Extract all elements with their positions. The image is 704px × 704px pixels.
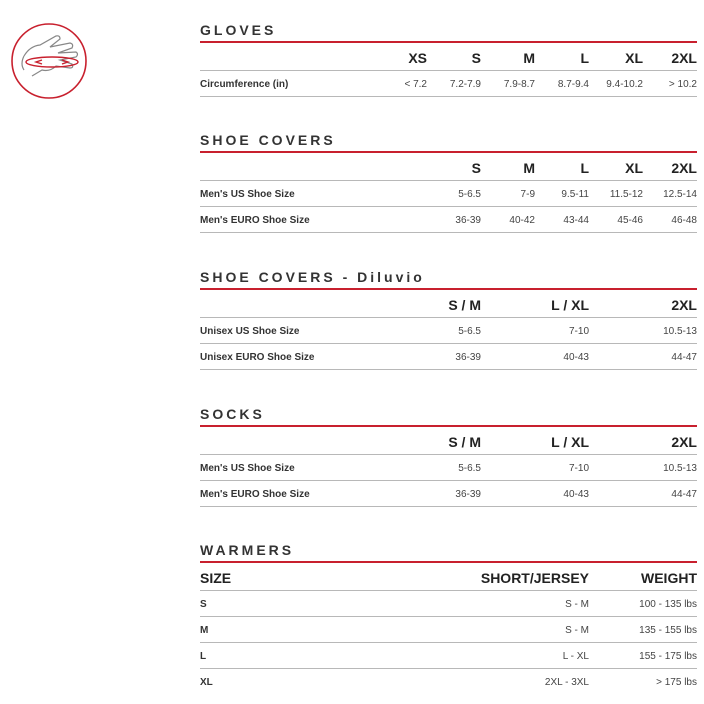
table-cell: 45-46 xyxy=(617,215,643,226)
row-label: Men's US Shoe Size xyxy=(200,189,295,200)
table-cell: 135 - 155 lbs xyxy=(639,625,697,636)
socks-title: SOCKS xyxy=(200,406,265,422)
column-header: XL xyxy=(625,50,643,66)
table-cell: 9.5-11 xyxy=(561,189,589,200)
table-row xyxy=(200,455,697,481)
warmers-section xyxy=(200,542,697,694)
row-label: Men's US Shoe Size xyxy=(200,463,295,474)
shoe-covers-title: SHOE COVERS xyxy=(200,132,336,148)
table-cell: > 10.2 xyxy=(668,79,697,90)
table-row xyxy=(200,181,697,207)
column-header: 2XL xyxy=(671,297,697,313)
column-header: S xyxy=(471,50,481,66)
table-cell: 40-43 xyxy=(563,489,589,500)
table-cell: 46-48 xyxy=(671,215,697,226)
table-cell: 10.5-13 xyxy=(663,463,697,474)
column-header: M xyxy=(523,50,535,66)
table-row xyxy=(200,344,697,370)
column-header: 2XL xyxy=(671,160,697,176)
table-cell: 44-47 xyxy=(671,489,697,500)
table-header-row xyxy=(200,427,697,455)
column-header: 2XL xyxy=(671,50,697,66)
table-cell: 40-43 xyxy=(563,352,589,363)
column-header: SHORT/JERSEY xyxy=(480,570,589,586)
column-header: S xyxy=(471,160,481,176)
row-label: L xyxy=(200,651,207,662)
shoe-covers-diluvio-title: SHOE COVERS - Diluvio xyxy=(200,269,425,285)
table-row xyxy=(200,669,697,694)
row-label: Men's EURO Shoe Size xyxy=(200,489,310,500)
table-cell: 7-10 xyxy=(568,326,589,337)
table-cell: 2XL - 3XL xyxy=(544,677,589,688)
column-header: L / XL xyxy=(551,434,589,450)
column-header: S / M xyxy=(448,434,481,450)
column-header: SIZE xyxy=(200,570,232,586)
table-cell: 100 - 135 lbs xyxy=(639,599,697,610)
table-cell: S - M xyxy=(565,625,589,636)
table-row xyxy=(200,207,697,233)
shoe-covers-section xyxy=(200,132,697,233)
table-cell: 5-6.5 xyxy=(458,326,481,337)
table-row xyxy=(200,591,697,617)
column-header: XS xyxy=(408,50,427,66)
table-cell: 155 - 175 lbs xyxy=(639,651,697,662)
table-cell: 5-6.5 xyxy=(458,189,481,200)
table-cell: 36-39 xyxy=(455,352,481,363)
table-cell: 9.4-10.2 xyxy=(606,79,643,90)
table-cell: S - M xyxy=(565,599,589,610)
table-cell: < 7.2 xyxy=(404,79,427,90)
column-header: L / XL xyxy=(551,297,589,313)
row-label: Unisex US Shoe Size xyxy=(200,326,300,337)
table-cell: L - XL xyxy=(562,651,589,662)
hand-measure-icon xyxy=(10,22,88,100)
table-cell: 40-42 xyxy=(509,215,535,226)
table-cell: 43-44 xyxy=(563,215,589,226)
table-row xyxy=(200,643,697,669)
row-label: Unisex EURO Shoe Size xyxy=(200,352,315,363)
table-row xyxy=(200,318,697,344)
table-cell: 5-6.5 xyxy=(458,463,481,474)
table-header-row xyxy=(200,153,697,181)
column-header: XL xyxy=(625,160,643,176)
column-header: WEIGHT xyxy=(641,570,697,586)
table-cell: 36-39 xyxy=(455,215,481,226)
table-header-row xyxy=(200,563,697,591)
table-row xyxy=(200,481,697,507)
column-header: L xyxy=(580,160,589,176)
table-cell: 7-9 xyxy=(520,189,535,200)
row-label: M xyxy=(200,625,209,636)
table-cell: 8.7-9.4 xyxy=(557,79,589,90)
warmers-title: WARMERS xyxy=(200,542,295,558)
table-cell: 7-10 xyxy=(568,463,589,474)
column-header: L xyxy=(580,50,589,66)
table-header-row xyxy=(200,290,697,318)
table-cell: 11.5-12 xyxy=(609,189,643,200)
table-cell: 7.2-7.9 xyxy=(449,79,481,90)
table-header-row xyxy=(200,43,697,71)
row-label: Men's EURO Shoe Size xyxy=(200,215,310,226)
row-label: S xyxy=(200,599,207,610)
gloves-section xyxy=(200,22,697,97)
column-header: S / M xyxy=(448,297,481,313)
table-cell: 10.5-13 xyxy=(663,326,697,337)
table-cell: > 175 lbs xyxy=(656,677,697,688)
row-label: XL xyxy=(200,677,213,688)
shoe-covers-diluvio-section xyxy=(200,269,697,370)
table-cell: 12.5-14 xyxy=(663,189,697,200)
table-cell: 44-47 xyxy=(671,352,697,363)
table-row xyxy=(200,71,697,97)
table-row xyxy=(200,617,697,643)
column-header: M xyxy=(523,160,535,176)
row-label: Circumference (in) xyxy=(200,79,289,90)
column-header: 2XL xyxy=(671,434,697,450)
table-cell: 7.9-8.7 xyxy=(503,79,535,90)
table-cell: 36-39 xyxy=(455,489,481,500)
gloves-title: GLOVES xyxy=(200,22,277,38)
socks-section xyxy=(200,406,697,507)
